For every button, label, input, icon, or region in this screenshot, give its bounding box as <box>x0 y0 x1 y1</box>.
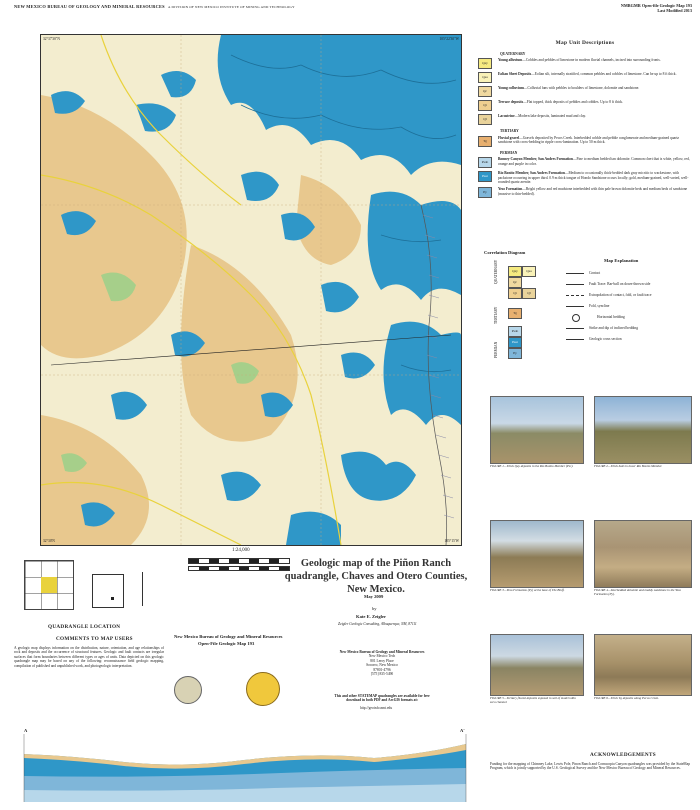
explanation-symbol <box>566 295 584 297</box>
unit-text: —Medium to occasionally thick-bedded dark gray micritic to wackestone, with packstone occurring in upper third. 0.9 m thick tongue of Hondo Sandstone occurs locally; gold, medium-grained, well-sorted, well-rounded quartz arenite. <box>498 171 689 185</box>
unit-swatch: Py <box>478 187 492 198</box>
unit-row <box>478 136 692 147</box>
unit-description <box>498 114 692 118</box>
corr-box-ql: Ql <box>522 288 536 299</box>
explanation-item <box>566 301 690 312</box>
unit-swatch: Psab <box>478 157 492 168</box>
bureau-header <box>14 4 295 9</box>
unit-swatch: Ql <box>478 114 492 125</box>
unit-name: Bonney Canyon Member, San Andres Formation <box>498 157 573 162</box>
explanation-label: Geologic cross section <box>589 337 622 342</box>
photo-caption-2: FIGURE 2—Thick beds in lower Rio Bonito Member. <box>594 464 663 468</box>
map-title: Geologic map of the Piñon Ranch quadrangle, Chaves and Otero Counties, New Mexico. <box>284 558 468 595</box>
quad-location-dot <box>111 597 114 600</box>
unit-name: Young colluvium <box>498 86 524 91</box>
geologic-map[interactable] <box>40 34 462 546</box>
unit-text: —Fine to medium bedded tan dolomite. Common chert that is white, yellow, red, orange and purple in color. <box>498 157 690 166</box>
map-date: May 2009 <box>364 594 384 599</box>
unit-name: Fluvial gravel <box>498 135 520 140</box>
unit-swatch: Qay <box>478 58 492 69</box>
download-note: This and other STATEMAP quadrangles are available for free download in both PDF and ArcGIS formats at: <box>334 694 430 703</box>
unit-description <box>498 136 692 145</box>
unit-text: —Eolian silt, internally stratified, common pebbles and cobbles of limestone. Can be up to 8 ft thick. <box>531 72 677 77</box>
cross-section <box>14 728 476 802</box>
photo-figure-4 <box>594 520 692 588</box>
address-block <box>332 650 432 676</box>
download-url[interactable]: http://geoinfo.nmt.edu <box>360 706 393 710</box>
unit-description <box>498 187 692 196</box>
photo-figure-6 <box>594 634 692 696</box>
corr-box-qay: Qay <box>508 266 522 277</box>
unit-swatch: Qea <box>478 72 492 83</box>
map-number-header <box>621 3 692 13</box>
unit-text: —Flat topped, thick deposits of pebbles and cobbles. Up to 8 ft thick. <box>523 100 624 105</box>
explanation-symbol <box>566 339 584 340</box>
corr-box-psar: Psar <box>508 337 522 348</box>
last-modified: Last Modified 2013 <box>657 8 692 13</box>
corner-label-bl: 32°30'N <box>43 538 55 543</box>
address-name: New Mexico Bureau of Geology and Mineral Resources <box>339 650 425 654</box>
comments-text: A geologic map displays information on the distribution, nature, orientation, and age relationships of rock and deposits and the occurrence of structural features. Geologic and fault contacts are irregular surfaces that form boundaries between different types or ages of units. Data depicted on this geologic quadrangle map may be based on any of the following: reconnaissance field geologic mapping, compilation of published and unpublished work, and photogeologic interpretation. <box>14 646 164 668</box>
corr-box-qea: Qea <box>522 266 536 277</box>
author-by: by <box>372 606 377 611</box>
geologic-map-drawing <box>41 35 461 545</box>
map-author: Kate E. Zeigler <box>356 614 386 619</box>
unit-row <box>478 187 692 198</box>
photo-caption-1: FIGURE 1—Thick Qay deposits in the Rio Bonito Member (Psr). <box>490 464 574 468</box>
unit-name: Eolian Sheet Deposits <box>498 72 532 77</box>
unit-text: —Cobbles and pebbles of limestone in modern fluvial channels, incised into surrounding fronts. <box>522 58 661 63</box>
open-file-number: NMBGMR Open-file Geologic Map 193 <box>620 3 692 8</box>
explanation-item <box>566 290 690 301</box>
explanation-item <box>566 334 690 345</box>
photo-caption-6: FIGURE 6—Thick Tg deposits along Pecos Creek. <box>594 696 659 700</box>
map-unit-descriptions <box>478 40 692 201</box>
scale-bar <box>188 558 290 564</box>
unit-description <box>498 72 692 76</box>
explanation-label: Fold, syncline <box>589 304 610 309</box>
address-line-1: New Mexico Tech <box>368 654 396 659</box>
photo-figure-5 <box>490 634 584 696</box>
explanation-symbol <box>566 328 584 329</box>
acknowledgements-title: ACKNOWLEDGEMENTS <box>590 752 656 758</box>
scale-ratio: 1:24,000 <box>232 548 250 553</box>
unit-name: Terrace deposits <box>498 100 524 105</box>
unit-descriptions-title: Map Unit Descriptions <box>555 40 615 46</box>
corner-label-tl: 32°37'30"N <box>43 37 60 41</box>
cross-section-label-a: A <box>24 728 28 733</box>
corr-box-psab: Psab <box>508 326 522 337</box>
unit-row <box>478 157 692 168</box>
address-line-3: Socorro, New Mexico <box>366 663 398 668</box>
unit-text: —Colluvial fans with pebbles to boulders of limestone, dolomite and sandstone. <box>523 86 640 91</box>
acknowledgements-text: Funding for the mapping of Chimney Lake, Lewis Pole, Pinon Ranch and Cornucopia Canyon quadrangles was provided by the StateMap Program, which is jointly supported by the U.S. Geological Survey and the New Mexico Bureau of Geology and Mineral Resources. <box>490 762 690 771</box>
corr-box-py: Py <box>508 348 522 359</box>
comments-title: COMMENTS TO MAP USERS <box>56 636 133 642</box>
units-tertiary <box>478 136 692 147</box>
explanation-label: Horizontal bedding <box>597 315 625 320</box>
explanation-item <box>566 323 690 334</box>
map-explanation-title: Map Explanation <box>604 258 639 263</box>
unit-row <box>478 86 692 97</box>
declination-diagram <box>142 572 143 606</box>
new-mexico-outline <box>92 574 124 608</box>
unit-description <box>498 171 692 184</box>
explanation-label: Extrapolation of contact, fold, or fault trace <box>589 293 652 298</box>
explanation-item <box>566 312 690 323</box>
photo-figure-3 <box>490 520 584 588</box>
explanation-symbol <box>572 314 580 322</box>
explanation-symbol <box>566 284 584 285</box>
corner-label-br: 105°15'W <box>444 538 459 543</box>
photo-figure-1 <box>490 396 584 464</box>
unit-row <box>478 100 692 111</box>
explanation-label: Strike and dip of inclined bedding <box>589 326 639 331</box>
quad-highlight <box>41 577 57 593</box>
quadrangle-location-title: QUADRANGLE LOCATION <box>48 624 121 630</box>
unit-name: Young alluvium <box>498 58 523 63</box>
unit-name: Rio Bonito Member, San Andres Formation <box>498 171 565 176</box>
unit-name: Yeso Formation <box>498 187 523 192</box>
corner-label-tr: 105°22'30"W <box>439 37 459 41</box>
tertiary-heading: TERTIARY <box>500 129 519 134</box>
corr-box-qc: Qc <box>508 277 522 288</box>
explanation-symbol <box>566 273 584 274</box>
photo-figure-2 <box>594 396 692 464</box>
publisher-series: Open-File Geologic Map 193 <box>198 641 255 646</box>
bureau-subtitle: A DIVISION OF NEW MEXICO INSTITUTE OF MINING AND TECHNOLOGY <box>168 5 295 9</box>
map-explanation <box>566 268 690 345</box>
unit-text: —Gravels deposited by Pecos Creek. Interbedded cobble and pebble conglomerate and medium-grained quartz sandstone with cross-bedding in ripple cross-lamination. Up to 50 m thick. <box>498 135 680 145</box>
unit-description <box>498 100 692 104</box>
correlation-period-quaternary: QUATERNARY <box>494 259 498 284</box>
publisher-name: New Mexico Bureau of Geology and Mineral Resources <box>174 634 283 639</box>
explanation-item <box>566 279 690 290</box>
scale-bar-2 <box>188 566 290 571</box>
quaternary-heading: QUATERNARY <box>500 52 526 56</box>
state-seal-logo <box>246 672 280 706</box>
cross-section-label-a-prime: A' <box>460 728 465 733</box>
author-affiliation: Zeigler Geologic Consulting, Albuquerque, NM, 87111 <box>338 622 417 626</box>
units-permian <box>478 157 692 198</box>
correlation-period-tertiary: TERTIARY <box>494 306 498 324</box>
quad-index-grid <box>24 560 74 610</box>
unit-swatch: Qt <box>478 100 492 111</box>
corr-box-tg: Tg <box>508 308 522 319</box>
address-line-2: 801 Leroy Place <box>370 658 394 663</box>
bureau-logo <box>174 676 202 704</box>
unit-swatch: Tg <box>478 136 492 147</box>
photo-caption-4: FIGURE 4—Interbedded dolomite and muddy sandstone in the Yeso Formation (Py). <box>594 588 681 596</box>
units-quaternary <box>478 58 692 125</box>
unit-row <box>478 114 692 125</box>
explanation-item <box>566 268 690 279</box>
permian-heading: PERMIAN <box>500 150 518 155</box>
correlation-diagram <box>494 259 548 358</box>
address-line-4: 87801-4796 <box>373 667 391 672</box>
correlation-period-permian: PERMIAN <box>494 341 498 358</box>
unit-name: Lacustrine <box>498 114 515 119</box>
corr-box-qt: Qt <box>508 288 522 299</box>
unit-swatch: Qc <box>478 86 492 97</box>
photo-caption-5: FIGURE 5—Tertiary fluvial deposits exposed in soil of modern Rio seco channel. <box>490 696 576 704</box>
cross-section-drawing <box>14 734 476 802</box>
unit-text: —Modern lake deposits, laminated mud and clay. <box>514 114 587 119</box>
unit-row <box>478 72 692 83</box>
explanation-label: Fault Trace: Bar-ball on down-thrown side <box>589 282 651 287</box>
unit-row <box>478 58 692 69</box>
address-phone: [575] 835-5490 <box>370 672 394 677</box>
unit-description <box>498 58 692 62</box>
unit-text: —Bright yellow and red mudstone interbedded with thin pale brown dolomite beds and medium beds of sandstone (massive to thin-bedded). <box>498 187 688 196</box>
unit-description <box>498 86 692 90</box>
explanation-label: Contact <box>589 271 601 276</box>
unit-swatch: Psar <box>478 171 492 182</box>
correlation-diagram-title: Correlation Diagram <box>484 250 526 255</box>
explanation-symbol <box>566 306 584 307</box>
photo-caption-3: FIGURE 3—Yeso Formation (Py) at the base of The Bluff. <box>490 588 565 592</box>
bureau-title: NEW MEXICO BUREAU OF GEOLOGY AND MINERAL RESOURCES <box>14 4 165 9</box>
unit-description <box>498 157 692 166</box>
unit-row <box>478 171 692 184</box>
